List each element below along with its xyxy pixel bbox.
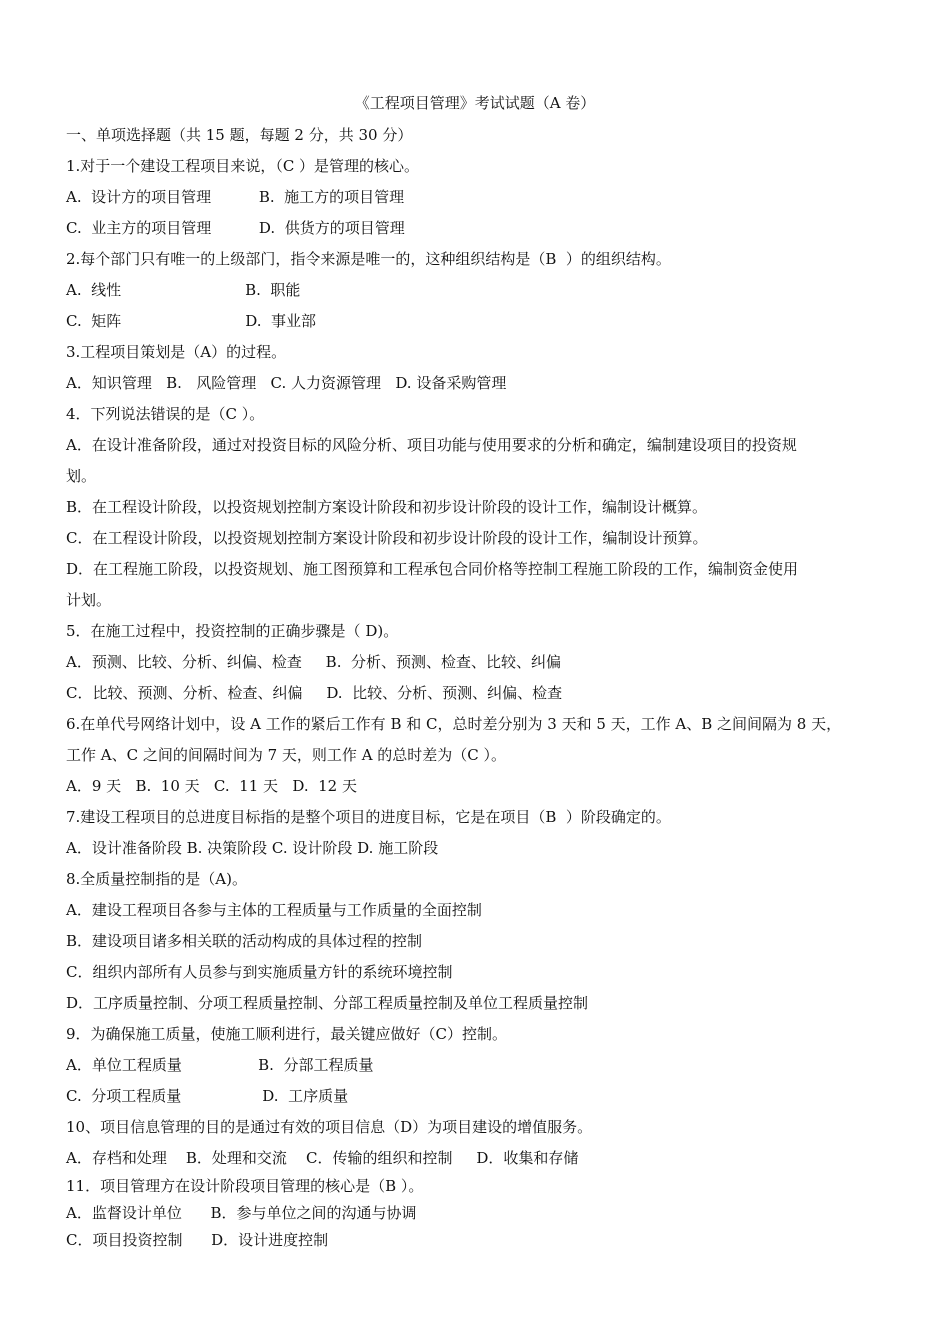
question-4-option-c: C．在工程设计阶段，以投资规划控制方案设计阶段和初步设计阶段的设计工作，编制设计预算。 xyxy=(66,529,708,547)
question-4-option-d-cont: 计划。 xyxy=(66,591,112,609)
page-title: 《工程项目管理》考试试题（A 卷） xyxy=(354,94,596,112)
question-11-options-ab: A．监督设计单位 B．参与单位之间的沟通与协调 xyxy=(66,1204,417,1222)
question-8: 8.全质量控制指的是（A)。 xyxy=(66,870,247,888)
question-11-options-cd: C．项目投资控制 D．设计进度控制 xyxy=(66,1231,329,1249)
question-1-options-cd: C. 业主方的项目管理 D. 供货方的项目管理 xyxy=(66,219,405,237)
question-3-options: A．知识管理 B. 风险管理 C. 人力资源管理 D. 设备采购管理 xyxy=(66,374,507,392)
question-2-options-ab: A. 线性 B. 职能 xyxy=(66,281,301,299)
question-9: 9．为确保施工质量，使施工顺利进行，最关键应做好（C）控制。 xyxy=(66,1025,508,1043)
question-4: 4．下列说法错误的是（C ）。 xyxy=(66,405,265,423)
question-7: 7.建设工程项目的总进度目标指的是整个项目的进度目标，它是在项目（B ）阶段确定的。 xyxy=(66,808,671,826)
question-2: 2.每个部门只有唯一的上级部门，指令来源是唯一的，这种组织结构是（B ）的组织结构。 xyxy=(66,250,671,268)
question-2-options-cd: C. 矩阵 D. 事业部 xyxy=(66,312,317,330)
question-6: 6.在单代号网络计划中，设 A 工作的紧后工作有 B 和 C，总时差分别为 3 天和 5 天，工作 A、B 之间间隔为 8 天， xyxy=(66,715,842,733)
question-7-options: A．设计准备阶段 B. 决策阶段 C. 设计阶段 D. 施工阶段 xyxy=(66,839,439,857)
question-1: 1.对于一个建设工程项目来说，（C ）是管理的核心。 xyxy=(66,157,420,175)
question-9-options-cd: C. 分项工程质量 D. 工序质量 xyxy=(66,1087,349,1105)
question-6-options: A．9 天 B. 10 天 C. 11 天 D. 12 天 xyxy=(66,777,357,795)
question-6-cont: 工作 A、C 之间的间隔时间为 7 天，则工作 A 的总时差为（C ）。 xyxy=(66,746,507,764)
question-11: 11．项目管理方在设计阶段项目管理的核心是（B ）。 xyxy=(66,1177,424,1195)
question-5-options-ab: A．预测、比较、分析、纠偏、检查 B. 分析、预测、检查、比较、纠偏 xyxy=(66,653,562,671)
question-8-option-d: D．工序质量控制、分项工程质量控制、分部工程质量控制及单位工程质量控制 xyxy=(66,994,589,1012)
question-5-options-cd: C．比较、预测、分析、检查、纠偏 D. 比较、分析、预测、纠偏、检查 xyxy=(66,684,563,702)
question-8-option-c: C．组织内部所有人员参与到实施质量方针的系统环境控制 xyxy=(66,963,453,981)
question-8-option-b: B．建设项目诸多相关联的活动构成的具体过程的控制 xyxy=(66,932,423,950)
question-8-option-a: A．建设工程项目各参与主体的工程质量与工作质量的全面控制 xyxy=(66,901,482,919)
question-4-option-a: A．在设计准备阶段，通过对投资目标的风险分析、项目功能与使用要求的分析和确定，编制建设项目的投资规 xyxy=(66,436,797,454)
section-heading: 一、单项选择题（共 15 题，每题 2 分，共 30 分） xyxy=(66,126,413,144)
question-1-options-ab: A. 设计方的项目管理 B. 施工方的项目管理 xyxy=(66,188,405,206)
question-10: 10、项目信息管理的目的是通过有效的项目信息（D）为项目建设的增值服务。 xyxy=(66,1118,593,1136)
question-9-options-ab: A．单位工程质量 B. 分部工程质量 xyxy=(66,1056,374,1074)
question-4-option-b: B．在工程设计阶段，以投资规划控制方案设计阶段和初步设计阶段的设计工作，编制设计概算。 xyxy=(66,498,708,516)
question-3: 3.工程项目策划是（A）的过程。 xyxy=(66,343,287,361)
question-4-option-a-cont: 划。 xyxy=(66,467,97,485)
question-4-option-d: D．在工程施工阶段，以投资规划、施工图预算和工程承包合同价格等控制工程施工阶段的工作，编制资金使用 xyxy=(66,560,799,578)
question-10-options: A．存档和处理 B．处理和交流 C．传输的组织和控制 D．收集和存储 xyxy=(66,1149,579,1167)
question-5: 5．在施工过程中，投资控制的正确步骤是（ D)。 xyxy=(66,622,399,640)
